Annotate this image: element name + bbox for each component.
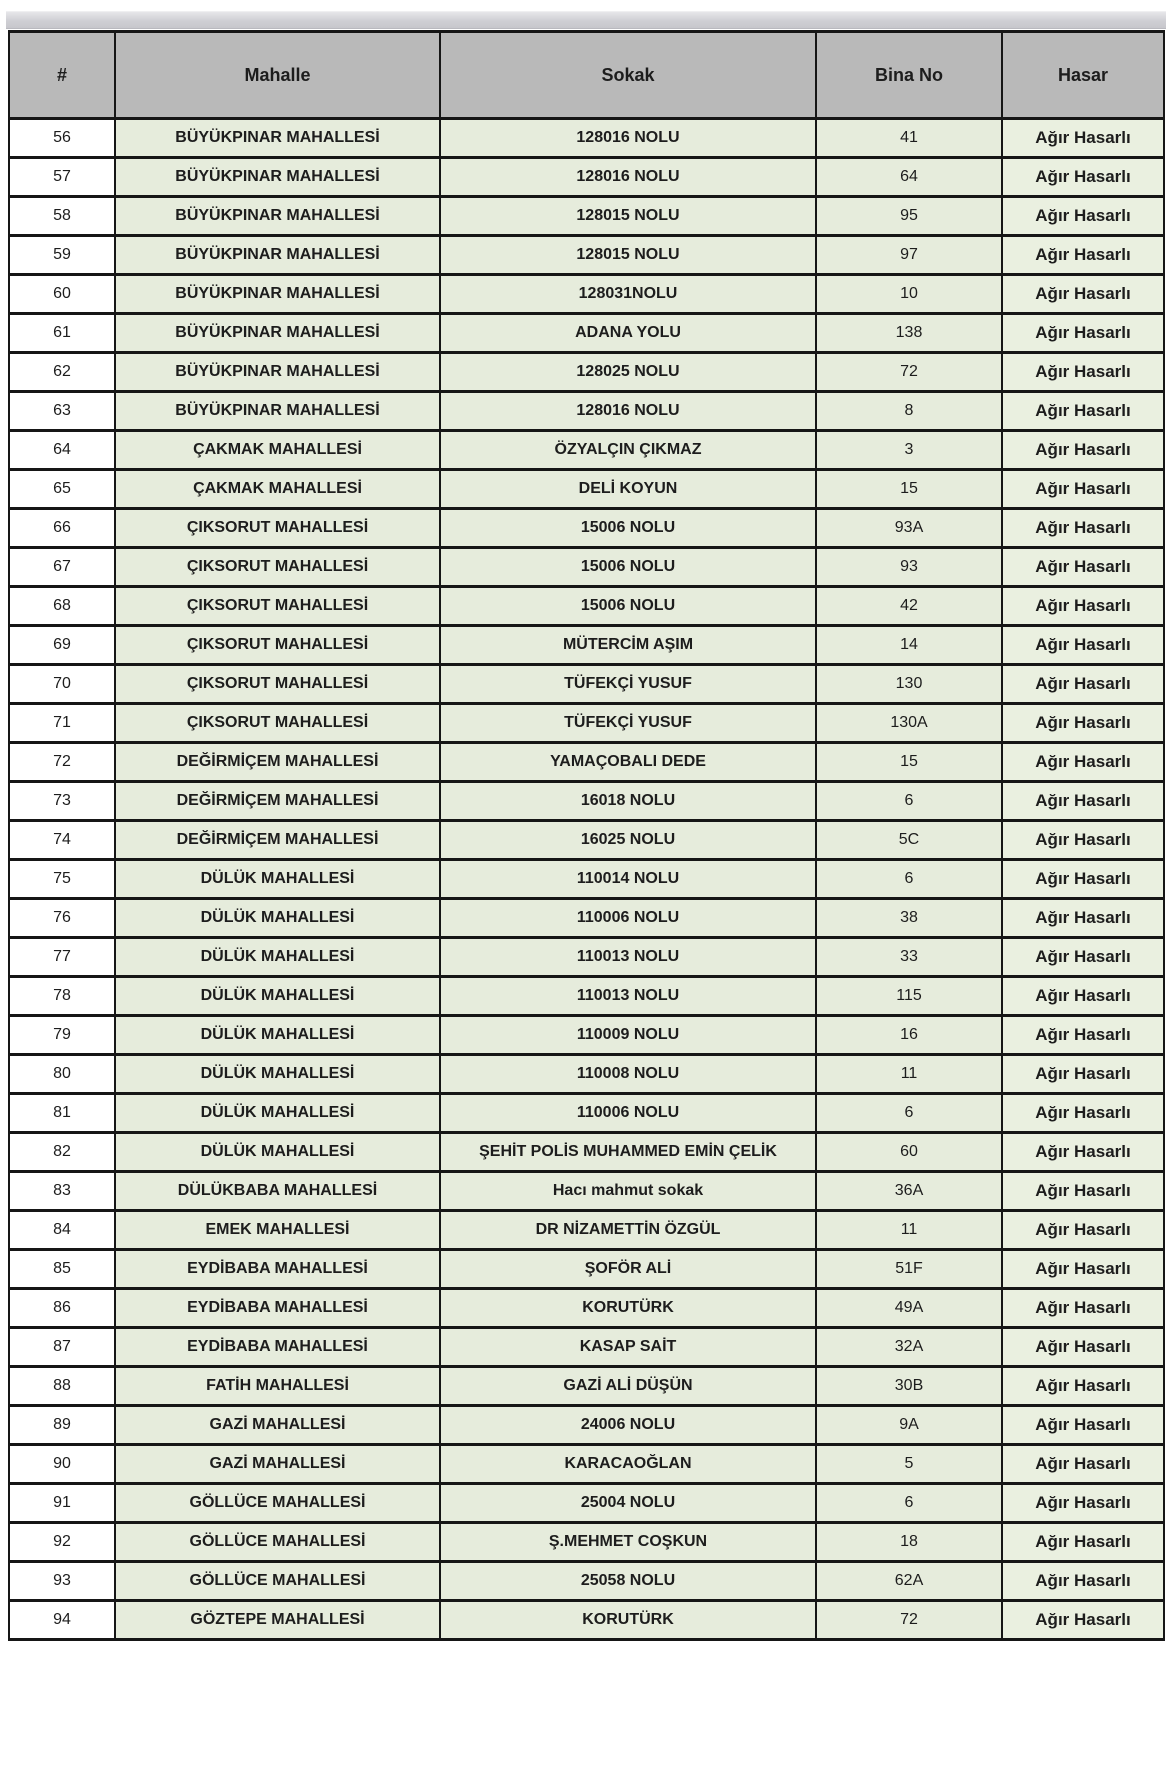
table-row (9, 1055, 1164, 1094)
cell-bina-no: 95 (816, 197, 1002, 236)
cell-mahalle: DÜLÜK MAHALLESİ (115, 1133, 440, 1172)
cell-bina-no: 64 (816, 158, 1002, 197)
cell-mahalle: BÜYÜKPINAR MAHALLESİ (115, 275, 440, 314)
cell-index: 58 (9, 197, 115, 236)
cell-bina-no: 130 (816, 665, 1002, 704)
cell-mahalle: ÇAKMAK MAHALLESİ (115, 431, 440, 470)
table-row (9, 1289, 1164, 1328)
cell-bina-no: 5 (816, 1445, 1002, 1484)
column-header-mahalle: Mahalle (115, 32, 440, 119)
cell-bina-no: 51F (816, 1250, 1002, 1289)
cell-sokak: 110009 NOLU (440, 1016, 816, 1055)
cell-bina-no: 15 (816, 743, 1002, 782)
cell-hasar: Ağır Hasarlı (1002, 1211, 1164, 1250)
table-row (9, 1523, 1164, 1562)
table-row (9, 1406, 1164, 1445)
table-row (9, 1367, 1164, 1406)
cell-hasar: Ağır Hasarlı (1002, 1094, 1164, 1133)
cell-mahalle: DEĞİRMİÇEM MAHALLESİ (115, 782, 440, 821)
table-row (9, 1328, 1164, 1367)
cell-bina-no: 15 (816, 470, 1002, 509)
cell-index: 72 (9, 743, 115, 782)
cell-hasar: Ağır Hasarlı (1002, 782, 1164, 821)
table-row (9, 314, 1164, 353)
cell-bina-no: 8 (816, 392, 1002, 431)
cell-hasar: Ağır Hasarlı (1002, 392, 1164, 431)
cell-bina-no: 6 (816, 1094, 1002, 1133)
cell-hasar: Ağır Hasarlı (1002, 1562, 1164, 1601)
cell-bina-no: 49A (816, 1289, 1002, 1328)
cell-bina-no: 9A (816, 1406, 1002, 1445)
cell-sokak: KORUTÜRK (440, 1289, 816, 1328)
cell-sokak: YAMAÇOBALI DEDE (440, 743, 816, 782)
cell-sokak: 128031NOLU (440, 275, 816, 314)
table-row (9, 782, 1164, 821)
cell-mahalle: EMEK MAHALLESİ (115, 1211, 440, 1250)
table-row (9, 899, 1164, 938)
cell-index: 63 (9, 392, 115, 431)
cell-hasar: Ağır Hasarlı (1002, 509, 1164, 548)
cell-bina-no: 14 (816, 626, 1002, 665)
cell-sokak: 15006 NOLU (440, 548, 816, 587)
cell-mahalle: BÜYÜKPINAR MAHALLESİ (115, 353, 440, 392)
column-header-index: # (9, 32, 115, 119)
cell-sokak: 15006 NOLU (440, 509, 816, 548)
cell-index: 60 (9, 275, 115, 314)
cell-bina-no: 93A (816, 509, 1002, 548)
cell-mahalle: ÇIKSORUT MAHALLESİ (115, 626, 440, 665)
cell-bina-no: 6 (816, 860, 1002, 899)
cell-sokak: 24006 NOLU (440, 1406, 816, 1445)
cell-index: 62 (9, 353, 115, 392)
cell-sokak: 128016 NOLU (440, 119, 816, 158)
table-row (9, 431, 1164, 470)
column-header-hasar: Hasar (1002, 32, 1164, 119)
cell-bina-no: 16 (816, 1016, 1002, 1055)
cell-mahalle: ÇIKSORUT MAHALLESİ (115, 704, 440, 743)
cell-bina-no: 138 (816, 314, 1002, 353)
table-row (9, 977, 1164, 1016)
cell-sokak: 128015 NOLU (440, 197, 816, 236)
cell-sokak: KARACAOĞLAN (440, 1445, 816, 1484)
cell-hasar: Ağır Hasarlı (1002, 704, 1164, 743)
cell-mahalle: DEĞİRMİÇEM MAHALLESİ (115, 743, 440, 782)
cell-hasar: Ağır Hasarlı (1002, 938, 1164, 977)
cell-hasar: Ağır Hasarlı (1002, 470, 1164, 509)
cell-sokak: MÜTERCİM AŞIM (440, 626, 816, 665)
cell-mahalle: GÖLLÜCE MAHALLESİ (115, 1484, 440, 1523)
table-row (9, 1094, 1164, 1133)
cell-mahalle: DÜLÜK MAHALLESİ (115, 1055, 440, 1094)
cell-sokak: 110013 NOLU (440, 938, 816, 977)
cell-bina-no: 18 (816, 1523, 1002, 1562)
cell-hasar: Ağır Hasarlı (1002, 1523, 1164, 1562)
cell-bina-no: 6 (816, 1484, 1002, 1523)
cell-hasar: Ağır Hasarlı (1002, 860, 1164, 899)
cell-mahalle: DÜLÜK MAHALLESİ (115, 1016, 440, 1055)
cell-hasar: Ağır Hasarlı (1002, 1445, 1164, 1484)
cell-mahalle: GAZİ MAHALLESİ (115, 1445, 440, 1484)
table-row (9, 665, 1164, 704)
cell-hasar: Ağır Hasarlı (1002, 197, 1164, 236)
cell-mahalle: DÜLÜK MAHALLESİ (115, 938, 440, 977)
cell-hasar: Ağır Hasarlı (1002, 626, 1164, 665)
cell-sokak: DR NİZAMETTİN ÖZGÜL (440, 1211, 816, 1250)
table-row (9, 1211, 1164, 1250)
cell-hasar: Ağır Hasarlı (1002, 821, 1164, 860)
cell-index: 64 (9, 431, 115, 470)
cell-mahalle: DÜLÜK MAHALLESİ (115, 860, 440, 899)
cell-index: 69 (9, 626, 115, 665)
cell-mahalle: BÜYÜKPINAR MAHALLESİ (115, 236, 440, 275)
cell-bina-no: 11 (816, 1211, 1002, 1250)
cell-sokak: 110006 NOLU (440, 1094, 816, 1133)
cell-mahalle: DÜLÜK MAHALLESİ (115, 977, 440, 1016)
cell-bina-no: 10 (816, 275, 1002, 314)
cell-hasar: Ağır Hasarlı (1002, 158, 1164, 197)
cell-index: 78 (9, 977, 115, 1016)
cell-index: 80 (9, 1055, 115, 1094)
table-row (9, 626, 1164, 665)
table-row (9, 743, 1164, 782)
table-row (9, 821, 1164, 860)
table-row (9, 1445, 1164, 1484)
cell-sokak: 110008 NOLU (440, 1055, 816, 1094)
cell-hasar: Ağır Hasarlı (1002, 899, 1164, 938)
table-row (9, 1562, 1164, 1601)
cell-bina-no: 36A (816, 1172, 1002, 1211)
damage-table (8, 30, 1165, 1641)
cell-bina-no: 130A (816, 704, 1002, 743)
cell-mahalle: ÇIKSORUT MAHALLESİ (115, 548, 440, 587)
cell-mahalle: GÖLLÜCE MAHALLESİ (115, 1523, 440, 1562)
cell-sokak: 110006 NOLU (440, 899, 816, 938)
cell-sokak: 25058 NOLU (440, 1562, 816, 1601)
cell-sokak: KORUTÜRK (440, 1601, 816, 1640)
cell-sokak: 16025 NOLU (440, 821, 816, 860)
table-row (9, 1172, 1164, 1211)
cell-hasar: Ağır Hasarlı (1002, 1250, 1164, 1289)
cell-bina-no: 33 (816, 938, 1002, 977)
cell-sokak: KASAP SAİT (440, 1328, 816, 1367)
cell-mahalle: EYDİBABA MAHALLESİ (115, 1289, 440, 1328)
cell-index: 71 (9, 704, 115, 743)
cell-sokak: ŞEHİT POLİS MUHAMMED EMİN ÇELİK (440, 1133, 816, 1172)
cell-mahalle: BÜYÜKPINAR MAHALLESİ (115, 314, 440, 353)
table-row (9, 587, 1164, 626)
cell-sokak: 110014 NOLU (440, 860, 816, 899)
cell-bina-no: 5C (816, 821, 1002, 860)
cell-index: 81 (9, 1094, 115, 1133)
table-row (9, 119, 1164, 158)
cell-mahalle: FATİH MAHALLESİ (115, 1367, 440, 1406)
table-row (9, 392, 1164, 431)
cell-sokak: ŞOFÖR ALİ (440, 1250, 816, 1289)
cell-sokak: 128016 NOLU (440, 158, 816, 197)
cell-hasar: Ağır Hasarlı (1002, 314, 1164, 353)
table-row (9, 275, 1164, 314)
cell-index: 67 (9, 548, 115, 587)
cell-sokak: TÜFEKÇİ YUSUF (440, 704, 816, 743)
cell-mahalle: BÜYÜKPINAR MAHALLESİ (115, 119, 440, 158)
cell-hasar: Ağır Hasarlı (1002, 743, 1164, 782)
cell-hasar: Ağır Hasarlı (1002, 1601, 1164, 1640)
table-row (9, 353, 1164, 392)
table-row (9, 1250, 1164, 1289)
cell-mahalle: DEĞİRMİÇEM MAHALLESİ (115, 821, 440, 860)
cell-index: 77 (9, 938, 115, 977)
cell-bina-no: 3 (816, 431, 1002, 470)
cell-bina-no: 72 (816, 353, 1002, 392)
table-row (9, 548, 1164, 587)
cell-index: 89 (9, 1406, 115, 1445)
cell-mahalle: GÖLLÜCE MAHALLESİ (115, 1562, 440, 1601)
cell-sokak: 15006 NOLU (440, 587, 816, 626)
cell-mahalle: ÇIKSORUT MAHALLESİ (115, 587, 440, 626)
cell-hasar: Ağır Hasarlı (1002, 119, 1164, 158)
cell-index: 84 (9, 1211, 115, 1250)
table-row (9, 860, 1164, 899)
cell-bina-no: 72 (816, 1601, 1002, 1640)
table-row (9, 1133, 1164, 1172)
cell-index: 59 (9, 236, 115, 275)
cell-hasar: Ağır Hasarlı (1002, 1328, 1164, 1367)
cell-hasar: Ağır Hasarlı (1002, 353, 1164, 392)
cell-mahalle: EYDİBABA MAHALLESİ (115, 1328, 440, 1367)
cell-index: 82 (9, 1133, 115, 1172)
cell-mahalle: ÇAKMAK MAHALLESİ (115, 470, 440, 509)
cell-sokak: 128025 NOLU (440, 353, 816, 392)
cell-mahalle: GÖZTEPE MAHALLESİ (115, 1601, 440, 1640)
cell-mahalle: BÜYÜKPINAR MAHALLESİ (115, 197, 440, 236)
cell-sokak: ÖZYALÇIN ÇIKMAZ (440, 431, 816, 470)
cell-index: 94 (9, 1601, 115, 1640)
cell-mahalle: DÜLÜK MAHALLESİ (115, 1094, 440, 1133)
cell-bina-no: 38 (816, 899, 1002, 938)
table-row (9, 704, 1164, 743)
cell-sokak: DELİ KOYUN (440, 470, 816, 509)
cell-bina-no: 32A (816, 1328, 1002, 1367)
cell-mahalle: DÜLÜK MAHALLESİ (115, 899, 440, 938)
cell-index: 79 (9, 1016, 115, 1055)
cell-bina-no: 62A (816, 1562, 1002, 1601)
cell-hasar: Ağır Hasarlı (1002, 236, 1164, 275)
cell-sokak: TÜFEKÇİ YUSUF (440, 665, 816, 704)
cell-index: 65 (9, 470, 115, 509)
cell-index: 87 (9, 1328, 115, 1367)
cell-hasar: Ağır Hasarlı (1002, 275, 1164, 314)
cell-hasar: Ağır Hasarlı (1002, 1367, 1164, 1406)
cell-mahalle: BÜYÜKPINAR MAHALLESİ (115, 158, 440, 197)
cell-index: 93 (9, 1562, 115, 1601)
cell-index: 75 (9, 860, 115, 899)
cell-index: 73 (9, 782, 115, 821)
table-row (9, 470, 1164, 509)
cell-mahalle: DÜLÜKBABA MAHALLESİ (115, 1172, 440, 1211)
column-header-bina-no: Bina No (816, 32, 1002, 119)
cell-hasar: Ağır Hasarlı (1002, 548, 1164, 587)
cell-index: 86 (9, 1289, 115, 1328)
table-row (9, 1484, 1164, 1523)
cell-bina-no: 97 (816, 236, 1002, 275)
cell-sokak: 128015 NOLU (440, 236, 816, 275)
cell-hasar: Ağır Hasarlı (1002, 1484, 1164, 1523)
cell-index: 91 (9, 1484, 115, 1523)
cell-sokak: 128016 NOLU (440, 392, 816, 431)
cell-bina-no: 11 (816, 1055, 1002, 1094)
cell-hasar: Ağır Hasarlı (1002, 1055, 1164, 1094)
cell-hasar: Ağır Hasarlı (1002, 977, 1164, 1016)
cell-bina-no: 30B (816, 1367, 1002, 1406)
table-row (9, 1016, 1164, 1055)
cell-index: 68 (9, 587, 115, 626)
cell-sokak: 16018 NOLU (440, 782, 816, 821)
table-row (9, 197, 1164, 236)
cell-sokak: GAZİ ALİ DÜŞÜN (440, 1367, 816, 1406)
cell-sokak: 110013 NOLU (440, 977, 816, 1016)
table-row (9, 509, 1164, 548)
cell-mahalle: ÇIKSORUT MAHALLESİ (115, 509, 440, 548)
cell-bina-no: 41 (816, 119, 1002, 158)
cell-index: 92 (9, 1523, 115, 1562)
cell-index: 76 (9, 899, 115, 938)
cell-sokak: ADANA YOLU (440, 314, 816, 353)
cell-bina-no: 93 (816, 548, 1002, 587)
cell-sokak: 25004 NOLU (440, 1484, 816, 1523)
cell-mahalle: BÜYÜKPINAR MAHALLESİ (115, 392, 440, 431)
cell-hasar: Ağır Hasarlı (1002, 665, 1164, 704)
cell-hasar: Ağır Hasarlı (1002, 1406, 1164, 1445)
cell-bina-no: 60 (816, 1133, 1002, 1172)
cell-index: 70 (9, 665, 115, 704)
cell-index: 74 (9, 821, 115, 860)
cell-index: 88 (9, 1367, 115, 1406)
cell-index: 85 (9, 1250, 115, 1289)
cell-sokak: Hacı mahmut sokak (440, 1172, 816, 1211)
cell-bina-no: 115 (816, 977, 1002, 1016)
cell-mahalle: GAZİ MAHALLESİ (115, 1406, 440, 1445)
table-row (9, 158, 1164, 197)
table-row (9, 1601, 1164, 1640)
cell-index: 83 (9, 1172, 115, 1211)
column-header-sokak: Sokak (440, 32, 816, 119)
cell-hasar: Ağır Hasarlı (1002, 1133, 1164, 1172)
cell-index: 61 (9, 314, 115, 353)
cell-hasar: Ağır Hasarlı (1002, 1289, 1164, 1328)
table-header-row (9, 32, 1164, 119)
cell-hasar: Ağır Hasarlı (1002, 431, 1164, 470)
cell-bina-no: 42 (816, 587, 1002, 626)
cell-sokak: Ş.MEHMET COŞKUN (440, 1523, 816, 1562)
cell-mahalle: EYDİBABA MAHALLESİ (115, 1250, 440, 1289)
cell-hasar: Ağır Hasarlı (1002, 1016, 1164, 1055)
page-top-gray-bar (6, 11, 1166, 29)
cell-bina-no: 6 (816, 782, 1002, 821)
table-row (9, 236, 1164, 275)
cell-index: 66 (9, 509, 115, 548)
cell-index: 90 (9, 1445, 115, 1484)
cell-index: 56 (9, 119, 115, 158)
cell-hasar: Ağır Hasarlı (1002, 1172, 1164, 1211)
cell-hasar: Ağır Hasarlı (1002, 587, 1164, 626)
cell-index: 57 (9, 158, 115, 197)
cell-mahalle: ÇIKSORUT MAHALLESİ (115, 665, 440, 704)
table-row (9, 938, 1164, 977)
